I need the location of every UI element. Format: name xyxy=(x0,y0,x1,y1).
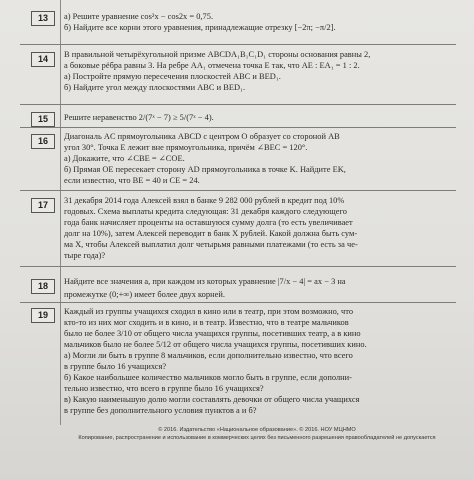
copyright-footer: © 2016. Издательство «Национальное образование». © 2016. НОУ МЦНМО Копирование, распространение и использование в коммерческих целях без письменного разрешения правообладателей не допускается xyxy=(78,427,436,441)
divider xyxy=(20,127,456,128)
task-text: Решите неравенство 2/(7ˣ − 7) ≥ 5/(7ˣ − 4). xyxy=(64,113,214,122)
task-number: 15 xyxy=(31,112,55,127)
divider xyxy=(20,44,456,45)
task-text: 31 декабря 2014 года Алексей взял в банке 9 282 000 рублей в кредит под 10% годовых. Схема выплаты кредита следующая: 31 декабря каждого следующего года банк начисляет проценты на оставшуюся сумму долга (то есть увеличивает долг на 10%), затем Алексей переводит в банк X рублей. Какой должна быть сум- ма X, чтобы Алексей выплатил долг четырьмя равными платежами (то есть за че- тыре года)? xyxy=(64,196,358,260)
task-number: 19 xyxy=(31,308,55,323)
task-text: В правильной четырёхугольной призме ABCDA₁B₁C₁D₁ стороны основания равны 2, а боковые рёбра равны 3. На ребре AA₁ отмечена точка E так, что AE : EA₁ = 1 : 2. а) Постройте прямую пересечения плоскостей ABC и BED₁. б) Найдите угол между плоскостями ABC и BED₁. xyxy=(64,50,371,92)
divider xyxy=(20,190,456,191)
task-text: Найдите все значения a, при каждом из которых уравнение |7/x − 4| = ax − 3 на промежутке (0;+∞) имеет более двух корней. xyxy=(64,277,346,299)
divider xyxy=(20,302,456,303)
divider xyxy=(20,266,456,267)
task-number: 17 xyxy=(31,198,55,213)
task-number: 13 xyxy=(31,11,55,26)
task-number: 16 xyxy=(31,134,55,149)
margin-line xyxy=(60,0,61,425)
task-text: а) Решите уравнение cos²x − cos2x = 0,75. б) Найдите все корни этого уравнения, принадлежащие отрезку [−2π; −π/2]. xyxy=(64,12,336,32)
divider xyxy=(20,104,456,105)
task-number: 14 xyxy=(31,52,55,67)
task-text: Каждый из группы учащихся сходил в кино или в театр, при этом возможно, что кто-то из них мог сходить и в кино, и в театр. Известно, что в театре мальчиков было не более 3/10 от общего числа учащихся группы, посетивших театр, а в кино мальчиков было не более 5/12 от общего числа учащихся группы, посетивших кино. а) Могли ли быть в группе 8 мальчиков, если дополнительно известно, что всего в группе было 16 учащихся? б) Какое наибольшее количество мальчиков могло быть в группе, если дополни- тельно известно, что всего в группе было 16 учащихся? в) Какую наименьшую долю могли составлять девочки от общего числа учащихся в группе без дополнительного условия пунктов а и б? xyxy=(64,307,367,415)
task-text: Диагональ AC прямоугольника ABCD с центром O образует со стороной AB угол 30°. Точка E лежит вне прямоугольника, причём ∠BEC = 120°. а) Докажите, что ∠CBE = ∠COE. б) Прямая OE пересекает сторону AD прямоугольника в точке K. Найдите EK, если известно, что BE = 40 и CE = 24. xyxy=(64,132,346,185)
task-number: 18 xyxy=(31,279,55,294)
